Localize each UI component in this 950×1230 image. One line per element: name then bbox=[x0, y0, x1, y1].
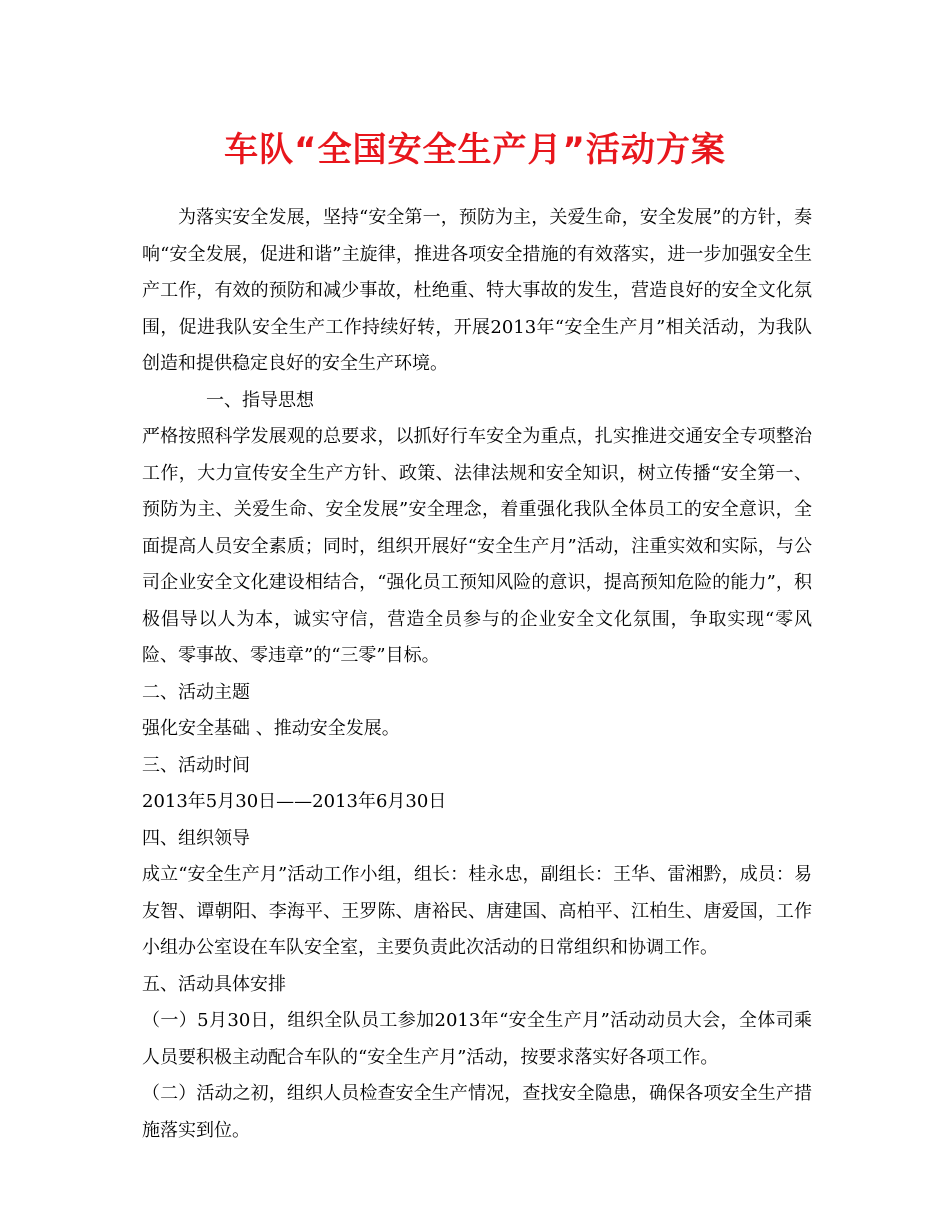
intro-paragraph: 为落实安全发展，坚持“安全第一，预防为主，关爱生命，安全发展”的方针，奏响“安全发展，促进和谐”主旋律，推进各项安全措施的有效落实，进一步加强安全生产工作，有效的预防和减少事故，杜绝重、特大事故的发生，营造良好的安全文化氛围，促进我队安全生产工作持续好转，开展2013年“安全生产月”相关活动，为我队创造和提供稳定良好的安全生产环境。 bbox=[142, 207, 812, 374]
section-text-theme: 强化安全基础 、推动安全发展。 bbox=[142, 718, 400, 739]
document-body bbox=[142, 200, 812, 1149]
section-heading-arrangement: 五、活动具体安排 bbox=[142, 973, 286, 995]
section-text-guiding-ideology: 严格按照科学发展观的总要求，以抓好行车安全为重点，扎实推进交通安全专项整治工作，大力宣传安全生产方针、政策、法律法规和安全知识，树立传播“安全第一、预防为主、关爱生命、安全发展”安全理念，着重强化我队全体员工的安全意识，全面提高人员安全素质；同时，组织开展好“安全生产月”活动，注重实效和实际，与公司企业安全文化建设相结合，“强化员工预知风险的意识，提高预知危险的能力”，积极倡导以人为本，诚实守信，营造全员参与的企业安全文化氛围，争取实现“零风险、零事故、零违章”的“三零”目标。 bbox=[142, 426, 812, 666]
document-title: 车队“全国安全生产月”活动方案 bbox=[224, 130, 726, 170]
section-heading-leadership: 四、组织领导 bbox=[142, 827, 250, 849]
section-text-leadership: 成立“安全生产月”活动工作小组，组长：桂永忠，副组长：王华、雷湘黔，成员：易友智、谭朝阳、李海平、王罗陈、唐裕民、唐建国、高柏平、江柏生、唐爱国，工作小组办公室设在车队安全室，主要负责此次活动的日常组织和协调工作。 bbox=[142, 864, 812, 958]
section-heading-time: 三、活动时间 bbox=[142, 754, 250, 776]
section-text-time: 2013年5月30日——2013年6月30日 bbox=[142, 791, 447, 812]
arrangement-item-2: （二）活动之初，组织人员检查安全生产情况，查找安全隐患，确保各项安全生产措施落实到位。 bbox=[142, 1083, 812, 1141]
section-heading-guiding-ideology: 一、指导思想 bbox=[206, 389, 314, 411]
section-heading-theme: 二、活动主题 bbox=[142, 681, 250, 703]
arrangement-item-1: （一）5月30日，组织全队员工参加2013年“安全生产月”活动动员大会，全体司乘人员要积极主动配合车队的“安全生产月”活动，按要求落实好各项工作。 bbox=[142, 1010, 812, 1068]
